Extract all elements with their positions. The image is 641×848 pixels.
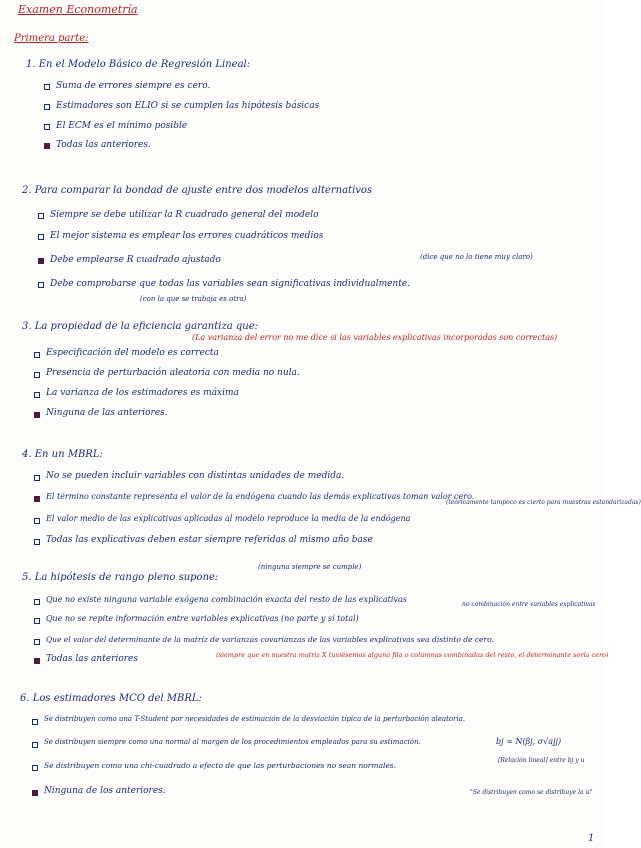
q3-red-note: (La varianza del error no me dice si las variables explicativas incorporadas son correctas) (192, 333, 558, 342)
q1-option-4: Todas las anteriores. (56, 140, 151, 150)
q5-option-2-checkbox[interactable] (34, 618, 40, 624)
q3-option-3-checkbox[interactable] (34, 392, 40, 398)
q2-option-4: Debe comprobarse que todas las variables sean significativas individualmente. (50, 279, 411, 289)
q6-option-3: Se distribuyen como una chi-cuadrado a efecto de que las perturbaciones no sean normales. (44, 761, 397, 770)
q5-option-3: Que el valor del determinante de la matriz de varianzas covarianzas de las variables explicativas sea distinto de cero. (46, 635, 494, 644)
q1-option-2: Estimadores son ELIO si se cumplen las hipótesis básicas (56, 101, 320, 111)
q6-quote-note: "Se distribuyen como se distribuye la u" (470, 789, 593, 796)
q3-option-4-checkbox[interactable] (34, 412, 40, 418)
q3-option-2-checkbox[interactable] (34, 372, 40, 378)
page-title: Examen Econometría (18, 3, 138, 16)
q1-option-3: El ECM es el mínimo posible (56, 121, 188, 131)
page-number: 1 (588, 833, 595, 844)
q2-option-1: Siempre se debe utilizar la R cuadrado general del modelo (50, 210, 319, 220)
q2-option-2-checkbox[interactable] (38, 234, 44, 240)
q2-option-4-checkbox[interactable] (38, 282, 44, 288)
q4-option-1-checkbox[interactable] (34, 475, 40, 481)
q4-option-4: Todas las explicativas deben estar siempre referidas al mismo año base (46, 535, 373, 545)
q5-side-note: no combinación entre variables explicativas (462, 601, 596, 608)
q6-option-4-checkbox[interactable] (32, 790, 38, 796)
q1-option-1-checkbox[interactable] (44, 84, 50, 90)
q4-option-2: El término constante representa el valor de la endógena cuando las demás explicativas toman valor cero. (46, 492, 475, 501)
question-5: 5. La hipótesis de rango pleno supone: (22, 572, 219, 583)
q3-option-4: Ninguna de las anteriores. (46, 408, 168, 418)
question-6: 6. Los estimadores MCO del MBRL: (20, 693, 202, 704)
q3-option-3: La varianza de los estimadores es máxima (46, 388, 239, 398)
q4-option-2-checkbox[interactable] (34, 496, 40, 502)
q1-option-1: Suma de errores siempre es cero. (56, 81, 211, 91)
q6-option-1: Se distribuyen como una T-Student por necesidades de estimación de la desviación típica de la perturbación aleatoria. (44, 715, 466, 723)
q1-option-3-checkbox[interactable] (44, 124, 50, 130)
q2-option-1-checkbox[interactable] (38, 213, 44, 219)
q6-bracket-note: [Relación lineal] entre bj y u (498, 757, 585, 764)
q6-option-2-checkbox[interactable] (32, 742, 38, 748)
q2-below-note: (con la que se trabaja es otra) (140, 295, 247, 303)
q3-option-2: Presencia de perturbación aleatoria con media no nula. (46, 368, 300, 378)
q1-option-2-checkbox[interactable] (44, 104, 50, 110)
q3-option-1-checkbox[interactable] (34, 352, 40, 358)
q5-red-note: (siempre que en nuestra matriz X tuviésemos alguna fila o columnas combinadas del resto, el determinante sería cero) (216, 651, 609, 659)
question-4: 4. En un MBRL: (22, 449, 103, 460)
q5-option-4: Todas las anteriores (46, 654, 139, 664)
q5-option-2: Que no se repite información entre variables explicativas (no parte y sí total) (46, 614, 359, 623)
q4-option-1: No se pueden incluir variables con distintas unidades de medida. (46, 471, 345, 481)
q5-above-note: (ninguna siempre se cumple) (258, 563, 362, 571)
q5-option-1-checkbox[interactable] (34, 599, 40, 605)
question-1: 1. En el Modelo Básico de Regresión Lineal: (26, 59, 251, 70)
q5-option-4-checkbox[interactable] (34, 658, 40, 664)
q2-side-note: (dice que no lo tiene muy claro) (420, 253, 533, 261)
q6-option-4: Ninguna de los anteriores. (44, 786, 166, 796)
q4-side-note: (teóricamente tampoco es cierto para muestras estandarizadas) (446, 499, 641, 506)
q5-option-3-checkbox[interactable] (34, 639, 40, 645)
q1-option-4-checkbox[interactable] (44, 143, 50, 149)
part-heading: Primera parte: (14, 33, 89, 44)
q6-option-1-checkbox[interactable] (32, 719, 38, 725)
question-2: 2. Para comparar la bondad de ajuste entre dos modelos alternativos (22, 185, 373, 196)
q2-option-3-checkbox[interactable] (38, 258, 44, 264)
q3-option-1: Especificación del modelo es correcta (46, 348, 219, 358)
q6-option-3-checkbox[interactable] (32, 765, 38, 771)
question-3: 3. La propiedad de la eficiencia garantiza que: (22, 321, 258, 332)
q2-option-2: El mejor sistema es emplear los errores cuadráticos medios (50, 231, 324, 241)
q4-option-3-checkbox[interactable] (34, 518, 40, 524)
q6-formula: bj ≈ N(βj, σ√ajj) (496, 737, 562, 746)
q4-option-4-checkbox[interactable] (34, 539, 40, 545)
q4-option-3: El valor medio de las explicativas aplicadas al modelo reproduce la media de la endógena (46, 514, 411, 523)
q2-option-3: Debe emplearse R cuadrado ajustado (50, 255, 221, 265)
q5-option-1: Que no existe ninguna variable exógena combinación exacta del resto de las explicativas (46, 595, 407, 604)
q6-option-2: Se distribuyen siempre como una normal al margen de los procedimientos empleados para su estimación. (44, 738, 421, 746)
